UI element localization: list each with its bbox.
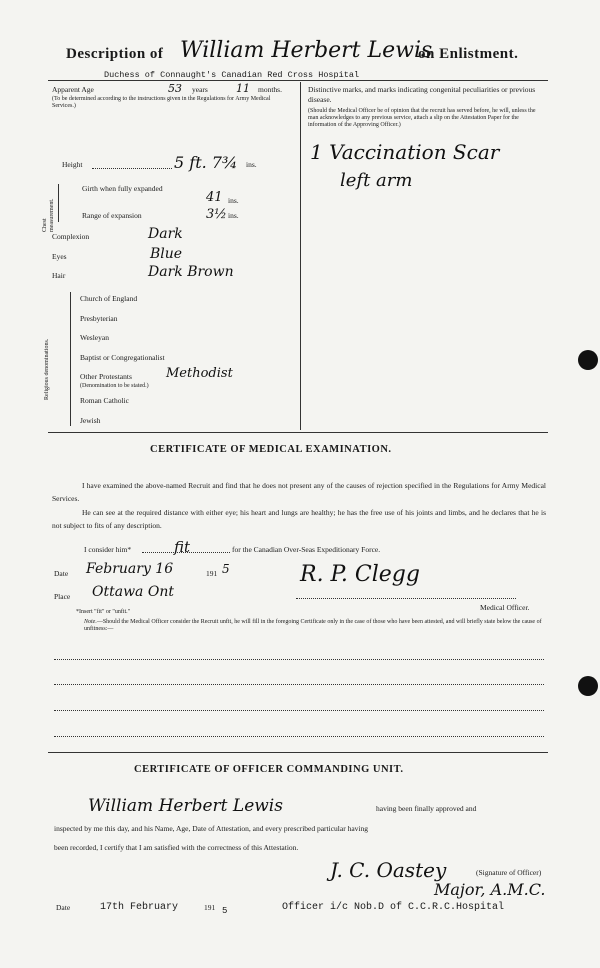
officer-signature: J. C. Oastey	[330, 858, 447, 882]
distinctive-marks-note: (Should the Medical Officer be of opinion that the recruit has served before, he will, unless the man acknowledges to any previous service, attach a slip on the Attestation Paper for the information of the Approving Officer.)	[308, 108, 536, 128]
complexion-label: Complexion	[52, 232, 90, 241]
officer-unit-text: Officer i/c Nob.D of C.C.R.C.Hospital	[282, 902, 505, 913]
age-months-value: 11	[236, 82, 250, 95]
officer-recruit-name: William Herbert Lewis	[88, 796, 283, 816]
range-unit: ins.	[228, 211, 239, 220]
height-label: Height	[62, 160, 83, 169]
religion-group-label: Religious denominations.	[44, 338, 50, 400]
unfit-cause-line-1	[54, 659, 544, 660]
religion-baptist: Baptist or Congregationalist	[80, 353, 165, 362]
medical-place-value: Ottawa Ont	[92, 584, 174, 600]
apparent-age-label: Apparent Age	[52, 85, 94, 94]
age-note: (To be determined according to the instructions given in the Regulations for Army Medical Services.)	[52, 96, 271, 109]
officer-year-prefix: 191	[204, 903, 216, 912]
officer-text2: inspected by me this day, and his Name, Age, Date of Attestation, and every prescribed particular having	[54, 824, 369, 833]
consider-suffix: for the Canadian Over-Seas Expeditionary Force.	[232, 545, 381, 554]
medical-year-prefix: 191	[206, 569, 218, 578]
religion-other-protestants: Other Protestants	[80, 372, 132, 381]
officer-text1: having been finally approved and	[376, 804, 477, 813]
religion-church-of-england: Church of England	[80, 294, 138, 303]
girth-label: Girth when fully expanded	[82, 184, 163, 193]
religion-roman-catholic: Roman Catholic	[80, 396, 129, 405]
unfit-cause-line-3	[54, 710, 544, 711]
years-label: years	[192, 85, 208, 94]
medical-note	[84, 619, 544, 633]
chest-bracket	[58, 184, 59, 222]
binder-hole-top	[578, 350, 598, 370]
hospital-stamp: Duchess of Connaught's Canadian Red Cross Hospital	[104, 70, 360, 80]
medical-officer-signature: R. P. Clegg	[300, 562, 420, 587]
medical-place-label: Place	[54, 592, 71, 601]
height-dots	[92, 168, 172, 169]
distinctive-marks-line2: left arm	[340, 170, 413, 191]
medical-officer-label: Medical Officer.	[480, 603, 530, 612]
column-divider	[300, 82, 301, 430]
range-label: Range of expansion	[82, 211, 142, 220]
eyes-value: Blue	[150, 246, 183, 262]
medical-year-value: 5	[222, 562, 230, 576]
section-rule-2	[48, 752, 548, 753]
unfit-cause-line-4	[54, 736, 544, 737]
title-suffix: on Enlistment.	[418, 46, 519, 62]
religion-bracket	[70, 292, 71, 426]
hair-label: Hair	[52, 271, 66, 280]
religion-denomination-note: (Denomination to be stated.)	[80, 383, 149, 389]
complexion-value: Dark	[148, 226, 183, 242]
officer-heading: CERTIFICATE OF OFFICER COMMANDING UNIT.	[134, 764, 404, 775]
religion-jewish: Jewish	[80, 416, 101, 425]
binder-hole-bottom	[578, 676, 598, 696]
officer-text3: been recorded, I certify that I am satisfied with the correctness of this Attestation.	[54, 843, 299, 852]
officer-rank: Major, A.M.C.	[434, 880, 546, 899]
officer-date-value: 17th February	[100, 902, 179, 913]
medical-date-label: Date	[54, 569, 69, 578]
medical-note-label: Note.	[84, 619, 97, 625]
months-label: months.	[258, 85, 282, 94]
medical-officer-line	[296, 598, 516, 599]
officer-date-label: Date	[56, 903, 71, 912]
medical-date-value: February 16	[86, 561, 174, 577]
section-rule-1	[48, 432, 548, 433]
consider-value: fit	[174, 538, 191, 556]
distinctive-marks-line1: 1 Vaccination Scar	[310, 140, 500, 164]
religion-wesleyan: Wesleyan	[80, 333, 109, 342]
medical-para2: He can see at the required distance with either eye; his heart and lungs are healthy; he has the free use of his joints and limbs, and he declares that he is not subject to fits of any description.	[52, 508, 546, 530]
age-years-value: 53	[168, 82, 182, 95]
medical-note-text: —Should the Medical Officer consider the Recruit unfit, he will fill in the foregoing Certificate only in the case of those who have been attested, and will briefly state below the cause of unfitness:—	[84, 619, 542, 632]
height-value: 5 ft. 7¾	[174, 153, 238, 172]
height-unit: ins.	[246, 160, 257, 169]
girth-unit: ins.	[228, 196, 239, 205]
medical-footnote: *Insert "fit" or "unfit."	[76, 609, 131, 615]
title-prefix: Description of	[66, 46, 164, 62]
girth-value: 41	[206, 190, 223, 205]
medical-para1: I have examined the above-named Recruit and find that he does not present any of the causes of rejection specified in the Regulations for Army Medical Services.	[52, 481, 546, 503]
eyes-label: Eyes	[52, 252, 67, 261]
hair-value: Dark Brown	[148, 264, 234, 280]
distinctive-marks-label: Distinctive marks, and marks indicating congenital peculiarities or previous disease.	[308, 85, 536, 104]
unfit-cause-line-2	[54, 684, 544, 685]
religion-value: Methodist	[166, 366, 233, 381]
chest-group-label: Chest measurement.	[42, 198, 55, 232]
officer-year-value: 5	[222, 906, 228, 916]
consider-prefix: I consider him*	[84, 545, 132, 554]
religion-presbyterian: Presbyterian	[80, 314, 118, 323]
range-value: 3½	[206, 207, 227, 222]
officer-signature-label: (Signature of Officer)	[476, 868, 542, 877]
medical-heading: CERTIFICATE OF MEDICAL EXAMINATION.	[150, 444, 392, 455]
recruit-name-header: William Herbert Lewis	[180, 38, 433, 63]
header-rule	[48, 80, 548, 81]
